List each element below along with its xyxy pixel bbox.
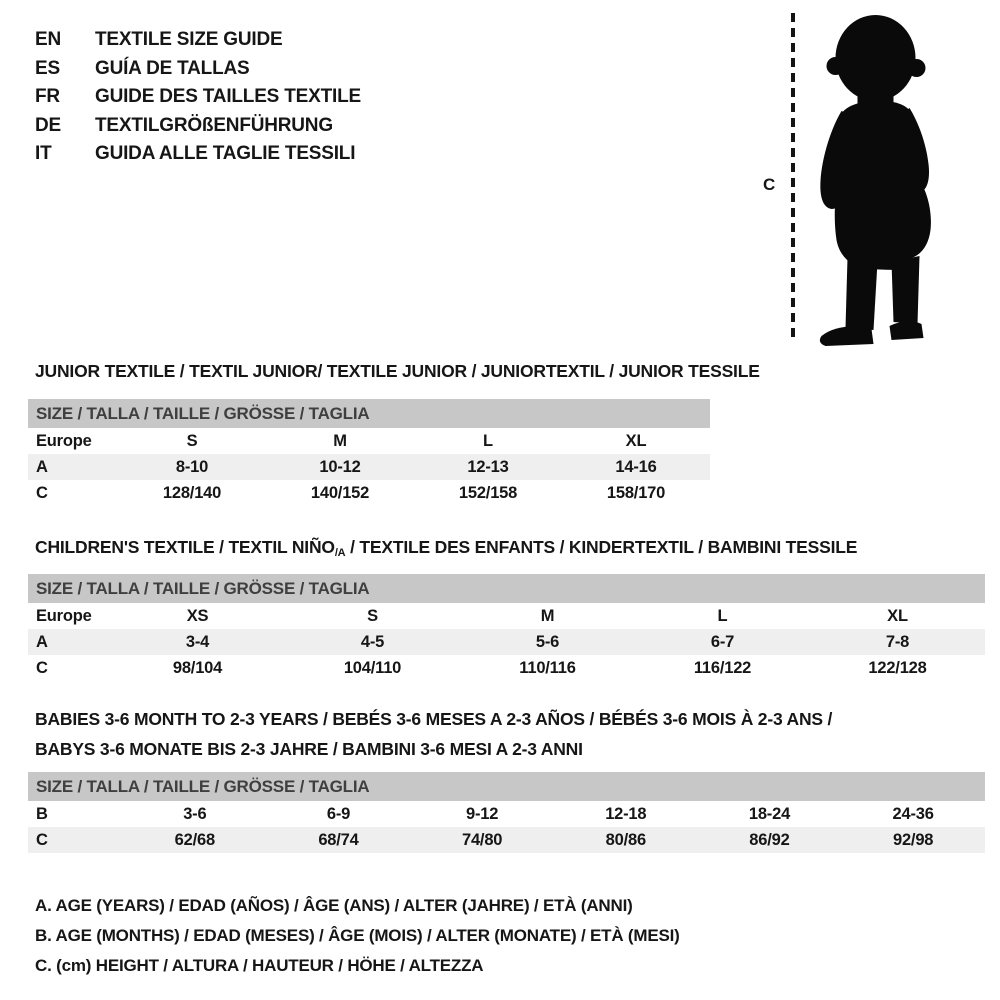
children-title-post: / TEXTILE DES ENFANTS / KINDERTEXTIL / BAMBINI TESSILE <box>345 537 858 557</box>
babies-size-table <box>28 772 985 853</box>
size-value: S <box>367 606 378 625</box>
lang-row-es <box>35 55 361 84</box>
size-value: 14-16 <box>615 457 657 476</box>
lang-title: GUÍA DE TALLAS <box>95 57 250 79</box>
size-value: 12-18 <box>605 804 647 823</box>
size-value: 68/74 <box>318 830 359 849</box>
size-value: 24-36 <box>892 804 934 823</box>
lang-title: TEXTILGRÖßENFÜHRUNG <box>95 114 333 136</box>
height-measure-line <box>791 13 795 343</box>
size-value: 3-4 <box>185 632 210 651</box>
size-value: 6-9 <box>326 804 351 823</box>
junior-section-title: JUNIOR TEXTILE / TEXTIL JUNIOR/ TEXTILE JUNIOR / JUNIORTEXTIL / JUNIOR TESSILE <box>35 361 760 381</box>
size-value: 104/110 <box>343 658 402 677</box>
table-row-months <box>28 801 985 827</box>
row-label: B <box>36 804 48 823</box>
lang-row-en <box>35 26 361 55</box>
size-value: 140/152 <box>310 483 370 502</box>
table-row-europe <box>28 603 985 629</box>
lang-code: FR <box>35 86 60 107</box>
size-value: 110/116 <box>519 658 576 677</box>
row-label: C <box>36 658 48 677</box>
height-measure-label: C <box>763 175 776 194</box>
lang-row-it <box>35 140 361 169</box>
table-row-age <box>28 454 710 480</box>
size-value: L <box>483 431 493 450</box>
babies-title-line1: BABIES 3-6 MONTH TO 2-3 YEARS / BEBÉS 3-6 MESES A 2-3 AÑOS / BÉBÉS 3-6 MOIS À 2-3 ANS / <box>35 709 833 729</box>
size-value: M <box>540 606 555 625</box>
size-value: 10-12 <box>319 457 361 476</box>
size-value: 3-6 <box>183 804 207 823</box>
size-value: 7-8 <box>885 632 910 651</box>
size-value: L <box>717 606 728 625</box>
lang-code: IT <box>35 143 52 164</box>
row-label: A <box>36 632 48 651</box>
size-value: 12-13 <box>467 457 509 476</box>
size-value: 80/86 <box>605 830 646 849</box>
size-value: XL <box>887 606 908 625</box>
children-size-table <box>28 574 985 681</box>
legend-line-c: C. (cm) HEIGHT / ALTURA / HAUTEUR / HÖHE / ALTEZZA <box>35 956 484 975</box>
size-header-bar: SIZE / TALLA / TAILLE / GRÖSSE / TAGLIA <box>28 399 710 428</box>
size-value: M <box>333 431 347 450</box>
size-value: 128/140 <box>162 483 222 502</box>
lang-code: EN <box>35 29 61 50</box>
size-value: 86/92 <box>749 830 790 849</box>
row-label: A <box>36 457 48 476</box>
table-header-row <box>28 772 985 801</box>
legend-line-a: A. AGE (YEARS) / EDAD (AÑOS) / ÂGE (ANS) / ALTER (JAHRE) / ETÀ (ANNI) <box>35 896 633 915</box>
babies-title-line2: BABYS 3-6 MONATE BIS 2-3 JAHRE / BAMBINI 3-6 MESI A 2-3 ANNI <box>35 739 583 759</box>
row-label: C <box>36 830 48 849</box>
size-value: 158/170 <box>606 483 666 502</box>
size-value: 9-12 <box>466 804 499 823</box>
size-value: 5-6 <box>535 632 560 651</box>
lang-row-de <box>35 112 361 141</box>
measurement-legend <box>35 891 680 981</box>
toddler-figure <box>755 0 970 360</box>
table-row-age <box>28 629 985 655</box>
row-label: C <box>36 483 48 502</box>
table-row-height <box>28 655 985 681</box>
size-value: XS <box>186 606 209 625</box>
row-label: Europe <box>36 606 92 625</box>
language-title-list <box>35 26 361 169</box>
table-row-europe <box>28 428 710 454</box>
table-header-row <box>28 574 985 603</box>
size-value: 116/122 <box>693 658 752 677</box>
size-value: 18-24 <box>748 804 791 823</box>
size-value: 122/128 <box>868 658 927 677</box>
babies-section-title <box>35 704 832 764</box>
size-value: 74/80 <box>461 830 503 849</box>
toddler-silhouette-icon <box>803 6 958 351</box>
lang-title: GUIDA ALLE TAGLIE TESSILI <box>95 143 356 164</box>
lang-title: GUIDE DES TAILLES TEXTILE <box>95 86 361 107</box>
size-value: XL <box>625 431 647 450</box>
size-value: 4-5 <box>360 632 385 651</box>
size-value: 98/104 <box>172 658 223 677</box>
lang-row-fr <box>35 83 361 112</box>
size-header-bar: SIZE / TALLA / TAILLE / GRÖSSE / TAGLIA <box>28 574 985 603</box>
size-value: 6-7 <box>710 632 735 651</box>
table-row-height <box>28 480 710 506</box>
lang-code: ES <box>35 57 60 79</box>
legend-line-b: B. AGE (MONTHS) / EDAD (MESES) / ÂGE (MOIS) / ALTER (MONATE) / ETÀ (MESI) <box>35 926 680 945</box>
junior-size-table <box>28 399 710 506</box>
children-section-title <box>35 532 857 568</box>
row-label: Europe <box>36 431 92 450</box>
size-value: 152/158 <box>458 483 518 502</box>
size-value: 92/98 <box>892 830 934 849</box>
table-row-height <box>28 827 985 853</box>
lang-title: TEXTILE SIZE GUIDE <box>95 29 283 50</box>
size-value: S <box>186 431 198 450</box>
children-title-sub: /A <box>334 547 346 559</box>
children-title-pre: CHILDREN'S TEXTILE / TEXTIL NIÑO <box>35 537 335 557</box>
lang-code: DE <box>35 114 61 136</box>
size-value: 8-10 <box>175 457 209 476</box>
size-value: 62/68 <box>174 830 215 849</box>
size-header-bar: SIZE / TALLA / TAILLE / GRÖSSE / TAGLIA <box>28 772 985 801</box>
table-header-row <box>28 399 710 428</box>
